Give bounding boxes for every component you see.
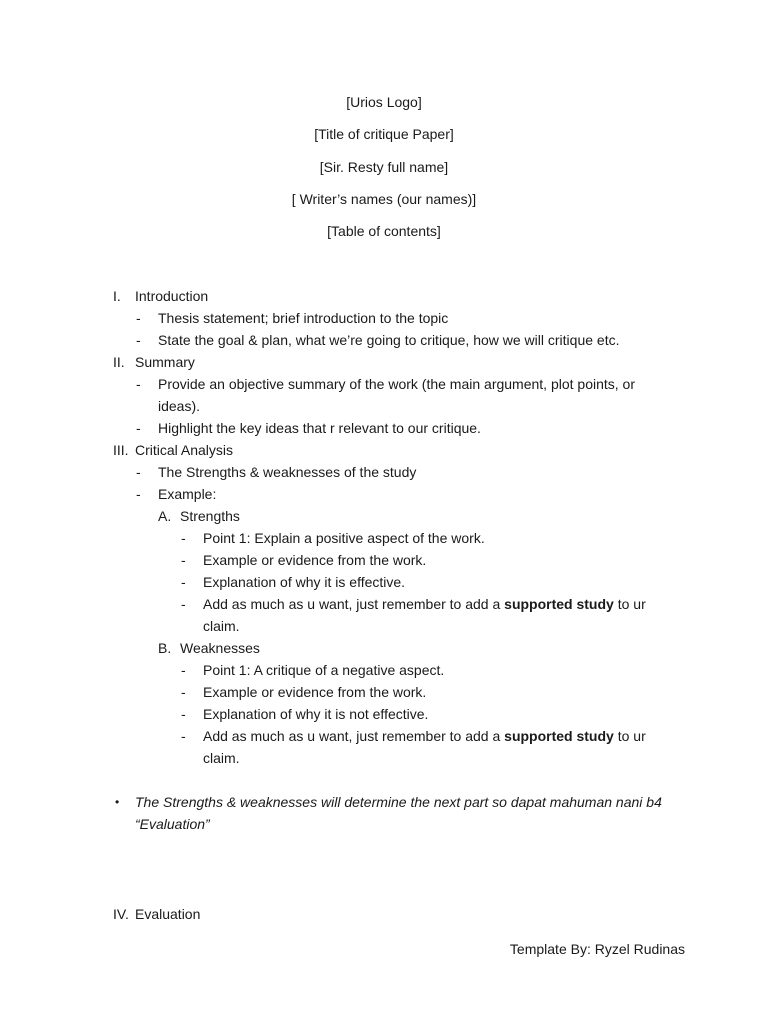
list-item: - Thesis statement; brief introduction to the topic xyxy=(113,307,673,329)
title-placeholder: [Title of critique Paper] xyxy=(314,126,454,143)
dash-marker: - xyxy=(136,332,141,348)
section-critical-analysis xyxy=(113,439,673,461)
list-item: - Explanation of why it is effective. xyxy=(113,571,673,593)
instructor-placeholder: [Sir. Resty full name] xyxy=(319,158,449,175)
dash-marker: - xyxy=(181,706,186,722)
section-title: Introduction xyxy=(135,288,209,304)
section-title: Evaluation xyxy=(135,906,201,922)
dash-marker: - xyxy=(136,486,141,502)
list-item: - State the goal & plan, what we’re going to critique, how we will critique etc. xyxy=(113,329,673,351)
subsection-weaknesses xyxy=(113,637,673,659)
dash-marker: - xyxy=(136,420,141,436)
dash-marker: - xyxy=(181,552,186,568)
cover-placeholders xyxy=(0,91,768,252)
emphasis: supported study xyxy=(504,596,614,612)
section-number: III. xyxy=(113,442,129,458)
dash-marker: - xyxy=(136,464,141,480)
list-item: - Provide an objective summary of the work (the main argument, plot points, or ideas). xyxy=(113,373,673,417)
emphasis: supported study xyxy=(504,728,614,744)
subsection-strengths xyxy=(113,505,673,527)
section-evaluation xyxy=(113,903,685,925)
footer xyxy=(113,903,685,960)
dash-marker: - xyxy=(136,310,141,326)
section-number: II. xyxy=(113,354,125,370)
list-item: - The Strengths & weaknesses of the study xyxy=(113,461,673,483)
dash-marker: - xyxy=(181,596,186,612)
list-item: - Point 1: Explain a positive aspect of the work. xyxy=(113,527,673,549)
dash-marker: - xyxy=(181,530,186,546)
list-item: - Add as much as u want, just remember to add a supported study to ur claim. xyxy=(113,725,673,769)
outline xyxy=(113,285,673,835)
dash-marker: - xyxy=(181,662,186,678)
subsection-letter: B. xyxy=(158,640,172,656)
list-item: - Highlight the key ideas that r relevant to our critique. xyxy=(113,417,673,439)
template-credit: Template By: Ryzel Rudinas xyxy=(509,941,685,957)
list-item: - Example: xyxy=(113,483,673,505)
writers-placeholder: [ Writer’s names (our names)] xyxy=(291,190,477,207)
section-summary xyxy=(113,351,673,373)
dash-marker: - xyxy=(181,728,186,744)
section-introduction xyxy=(113,285,673,307)
dash-marker: - xyxy=(136,376,141,392)
subsection-letter: A. xyxy=(158,508,172,524)
dash-marker: - xyxy=(181,684,186,700)
subsection-title: Strengths xyxy=(180,508,240,524)
toc-placeholder: [Table of contents] xyxy=(327,223,441,240)
section-number: I. xyxy=(113,288,121,304)
list-item: - Example or evidence from the work. xyxy=(113,681,673,703)
list-item: - Explanation of why it is not effective. xyxy=(113,703,673,725)
subsection-title: Weaknesses xyxy=(180,640,260,656)
section-title: Summary xyxy=(135,354,195,370)
list-item: - Point 1: A critique of a negative aspect. xyxy=(113,659,673,681)
list-item: - Add as much as u want, just remember to add a supported study to ur claim. xyxy=(113,593,673,637)
dash-marker: - xyxy=(181,574,186,590)
section-title: Critical Analysis xyxy=(135,442,234,458)
list-item: - Example or evidence from the work. xyxy=(113,549,673,571)
bullet-marker: • xyxy=(115,795,120,809)
note-item xyxy=(113,791,673,835)
section-number: IV. xyxy=(113,906,129,922)
logo-placeholder: [Urios Logo] xyxy=(346,94,422,110)
note-text: The Strengths & weaknesses will determine the next part so dapat mahuman nani b4 “Evaluation” xyxy=(135,794,662,832)
